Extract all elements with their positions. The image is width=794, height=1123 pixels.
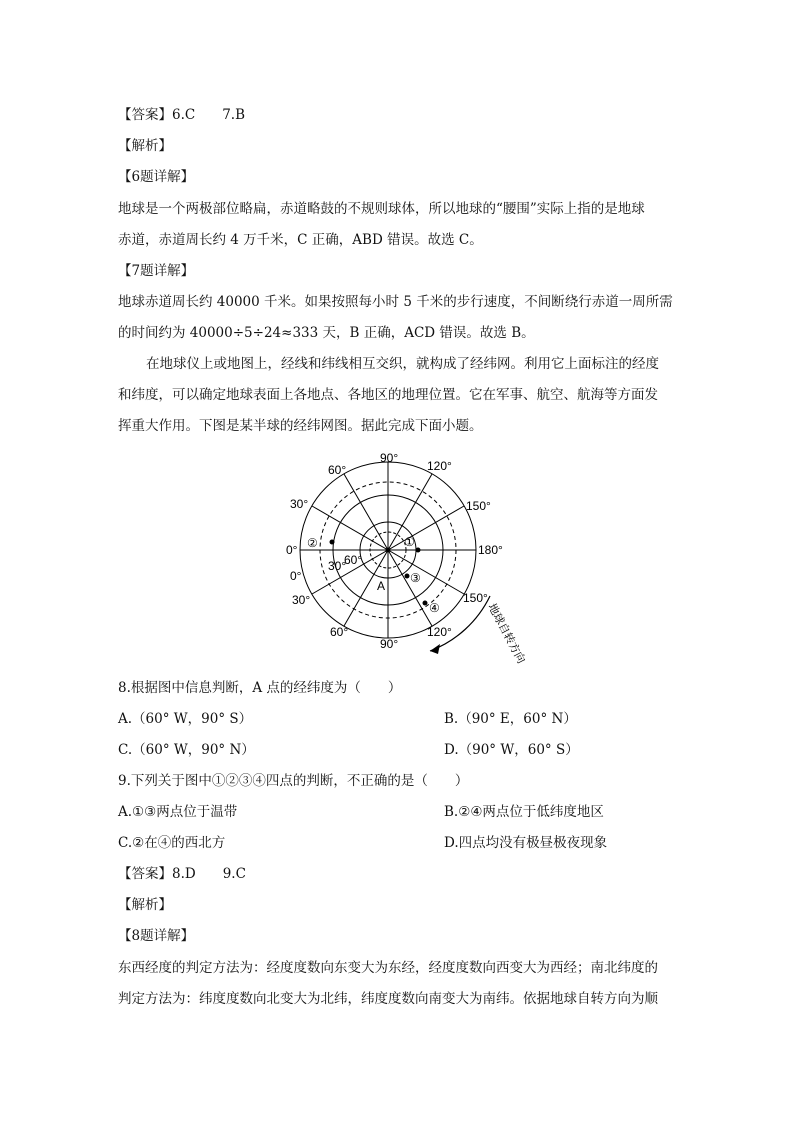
point-2-dot bbox=[330, 540, 335, 545]
lon-label: 120° bbox=[427, 459, 452, 473]
q8-option-c: C.（60° W，90° N） bbox=[118, 742, 255, 758]
intro-line-3: 挥重大作用。下图是某半球的经纬网图。据此完成下面小题。 bbox=[118, 418, 483, 434]
q6-heading: 【6题详解】 bbox=[118, 169, 195, 185]
intro-line-1: 在地球仪上或地图上，经线和纬线相互交织，就构成了经纬网。利用它上面标注的经度 bbox=[146, 356, 659, 372]
q9-option-d: D.四点均没有极昼极夜现象 bbox=[444, 835, 608, 851]
pole-point bbox=[386, 548, 391, 553]
analysis-heading-2: 【解析】 bbox=[118, 897, 172, 913]
q7-text-line-1: 地球赤道周长约 40000 千米。如果按照每小时 5 千米的步行速度，不间断绕行赤道一周所需 bbox=[118, 294, 673, 310]
lon-label: 150° bbox=[466, 499, 491, 513]
q9-option-a: A.①③两点位于温带 bbox=[118, 804, 238, 820]
point-label: ③ bbox=[410, 571, 421, 585]
q9-option-c: C.②在④的西北方 bbox=[118, 835, 226, 851]
lon-label: 60° bbox=[330, 625, 349, 639]
lat-label: 30° bbox=[328, 559, 347, 573]
q9-option-b: B.②④两点位于低纬度地区 bbox=[444, 804, 604, 820]
q8-option-d: D.（90° W，60° S） bbox=[444, 742, 579, 758]
point-4-dot bbox=[423, 601, 428, 606]
q7-text-line-2: 的时间约为 40000÷5÷24≈333 天，B 正确，ACD 错误。故选 B。 bbox=[118, 325, 535, 341]
rotation-label: 地球自转方向 bbox=[485, 601, 527, 666]
lon-label: 180° bbox=[478, 543, 503, 557]
lon-label: 120° bbox=[427, 625, 452, 639]
intro-line-2: 和纬度，可以确定地球表面上各地点、各地区的地理位置。它在军事、航空、航海等方面发 bbox=[118, 387, 658, 403]
lon-label: 90° bbox=[380, 637, 399, 651]
q9-stem: 9.下列关于图中①②③④四点的判断，不正确的是（ ） bbox=[118, 773, 469, 789]
q8-stem: 8.根据图中信息判断，A 点的经纬度为（ ） bbox=[118, 680, 402, 696]
q8-detail-line-2: 判定方法为：纬度度数向北变大为北纬，纬度度数向南变大为南纬。依据地球自转方向为顺 bbox=[118, 991, 658, 1007]
point-label: ① bbox=[404, 535, 415, 549]
point-1-dot bbox=[416, 548, 421, 553]
q6-text-line-2: 赤道，赤道周长约 4 万千米，C 正确，ABD 错误。故选 C。 bbox=[118, 232, 483, 248]
analysis-heading-1: 【解析】 bbox=[118, 138, 172, 154]
lon-label: 60° bbox=[328, 463, 347, 477]
q7-heading: 【7题详解】 bbox=[118, 263, 195, 279]
lat-label: 60° bbox=[344, 553, 363, 567]
q8-detail-heading: 【8题详解】 bbox=[118, 928, 195, 944]
rotation-arrow-icon bbox=[430, 644, 440, 654]
polar-grid-svg bbox=[270, 446, 530, 676]
lon-label: 30° bbox=[290, 497, 309, 511]
lon-label: 0° bbox=[286, 543, 298, 557]
latitude-longitude-grid-figure bbox=[270, 446, 530, 676]
lon-label: 30° bbox=[292, 593, 311, 607]
point-label: A bbox=[377, 579, 386, 593]
lon-label: 150° bbox=[463, 591, 488, 605]
point-3-dot bbox=[405, 574, 410, 579]
q8-option-b: B.（90° E，60° N） bbox=[444, 711, 577, 727]
point-label: ④ bbox=[429, 601, 440, 615]
answer-line-2: 【答案】8.D 9.C bbox=[118, 866, 246, 882]
answer-line-1: 【答案】6.C 7.B bbox=[118, 107, 246, 123]
q6-text-line-1: 地球是一个两极部位略扁，赤道略鼓的不规则球体，所以地球的“腰围”实际上指的是地球 bbox=[118, 201, 645, 217]
lon-label: 0° bbox=[290, 569, 302, 583]
lon-label: 90° bbox=[380, 451, 399, 465]
q8-detail-line-1: 东西经度的判定方法为：经度度数向东变大为东经，经度度数向西变大为西经；南北纬度的 bbox=[118, 960, 658, 976]
point-label: ② bbox=[307, 536, 318, 550]
q8-option-a: A.（60° W，90° S） bbox=[118, 711, 253, 727]
